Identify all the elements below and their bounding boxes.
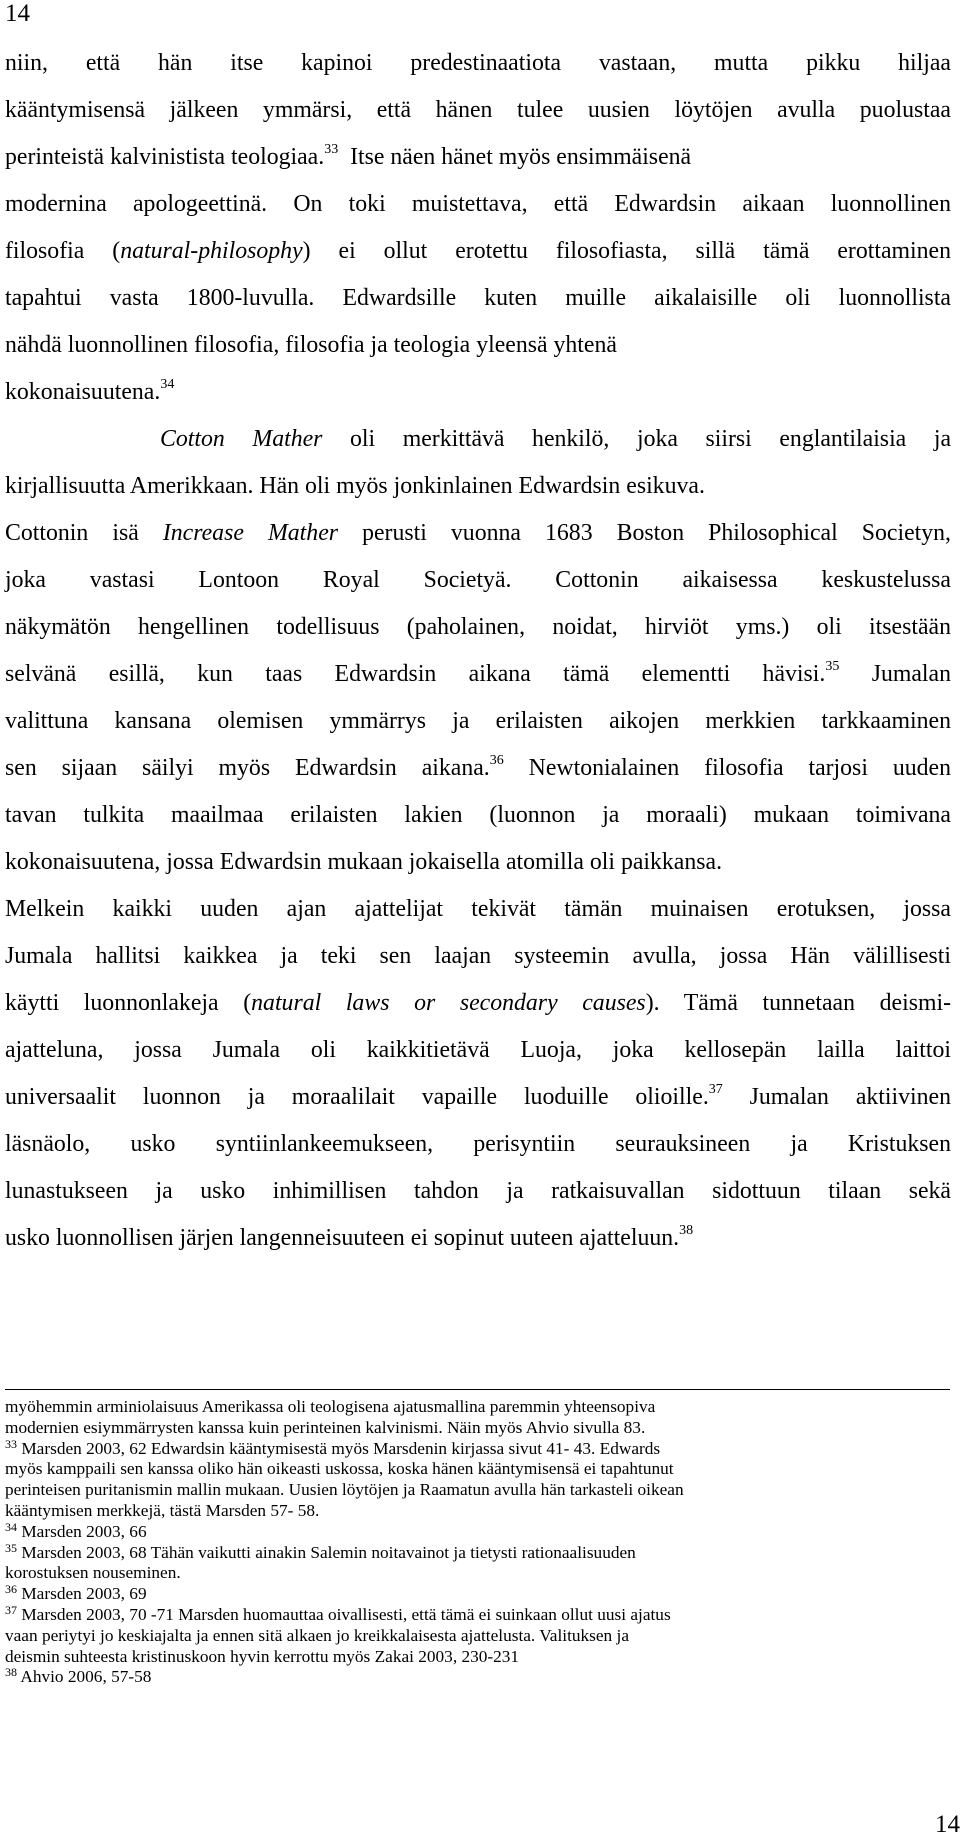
italic-term: natural-philosophy: [120, 238, 303, 264]
italic-term: Cotton Mather: [160, 426, 323, 452]
italic-term: natural laws or secondary causes: [251, 990, 646, 1016]
paragraph-line: kokonaisuutena, jossa Edwardsin mukaan jokaisella atomilla oli paikkansa.: [5, 849, 723, 875]
footnote-ref: 35: [825, 659, 840, 674]
paragraph-line: tavan tulkita maailmaa erilaisten lakien (luonnon ja moraali) mukaan toimivana: [5, 802, 951, 828]
paragraph-line: selvänä esillä, kun taas Edwardsin aikana tämä elementti hävisi.$^{35}$ Jumalan: [5, 659, 951, 687]
paragraph-line: niin, että hän itse kapinoi predestinaatiota vastaan, mutta pikku hiljaa: [5, 50, 951, 76]
paragraph-line: universaalit luonnon ja moraalilait vapaille luoduille olioille.$^{37}$ Jumalan aktiivinen: [5, 1082, 951, 1110]
footnote-number: 36: [5, 1582, 17, 1597]
page-number-bottom: 14: [935, 1811, 960, 1838]
footnote-line: $^{38}$ Ahvio 2006, 57-58: [5, 1665, 152, 1687]
footnote-number: 37: [5, 1602, 17, 1617]
footnote-ref: 37: [708, 1082, 723, 1097]
paragraph-line: joka vastasi Lontoon Royal Societyä. Cottonin aikaisessa keskustelussa: [5, 567, 951, 593]
footnote-line: myöhemmin arminiolaisuus Amerikassa oli teologisena ajatusmallina paremmin yhteensopiva: [5, 1397, 656, 1416]
paragraph-line: nähdä luonnollinen filosofia, filosofia ja teologia yleensä yhtenä: [5, 332, 617, 358]
paragraph-line: sen sijaan säilyi myös Edwardsin aikana.$^{36}$ Newtonialainen filosofia tarjosi uuden: [5, 753, 952, 781]
body-text: [5, 40, 951, 1262]
footnote-line: modernien esiymmärrysten kanssa kuin perinteinen kalvinismi. Näin myös Ahvio sivulla 83.: [5, 1417, 646, 1437]
footnote-line: $^{35}$ Marsden 2003, 68 Tähän vaikutti ainakin Salemin noitavainot ja tietysti rationaalisuuden: [5, 1540, 636, 1562]
paragraph-line: usko luonnollisen järjen langenneisuuteen ei sopinut uuteen ajatteluun.$^{38}$: [5, 1223, 694, 1251]
footnote-line: $^{37}$ Marsden 2003, 70 -71 Marsden huomauttaa oivallisesti, että tämä ei suinkaan ollut uusi ajatus: [5, 1602, 671, 1624]
paragraph-line: kirjallisuutta Amerikkaan. Hän oli myös jonkinlainen Edwardsin esikuva.: [5, 473, 705, 499]
paragraph-line: kokonaisuutena.$^{34}$: [5, 377, 175, 405]
paragraph-line: valittuna kansana olemisen ymmärrys ja erilaisten aikojen merkkien tarkkaaminen: [5, 708, 951, 734]
page-number-top: 14: [5, 0, 30, 27]
footnote-line: $^{36}$ Marsden 2003, 69: [5, 1582, 147, 1604]
paragraph-line: Cotton Mather oli merkittävä henkilö, joka siirsi englantilaisia ja: [160, 426, 951, 452]
italic-term: Increase Mather: [162, 520, 339, 546]
footnote-number: 38: [5, 1665, 17, 1680]
footnote-line: $^{33}$ Marsden 2003, 62 Edwardsin kääntymisestä myös Marsdenin kirjassa sivut 41- 43. Edwards: [5, 1436, 661, 1458]
footnote-line: myös kamppaili sen kanssa oliko hän oikeasti uskossa, koska hänen kääntymisensä ei tapahtunut: [5, 1459, 674, 1479]
footnote-number: 33: [5, 1436, 17, 1451]
footnote-line: korostuksen nouseminen.: [5, 1563, 181, 1583]
paragraph-line: kääntymisensä jälkeen ymmärsi, että hänen tulee uusien löytöjen avulla puolustaa: [5, 97, 951, 123]
paragraph-line: lunastukseen ja usko inhimillisen tahdon ja ratkaisuvallan sidottuun tilaan sekä: [5, 1178, 951, 1204]
footnote-line: $^{34}$ Marsden 2003, 66: [5, 1519, 147, 1541]
footnote-number: 34: [5, 1519, 17, 1534]
paragraph-line: filosofia (natural-philosophy) ei ollut erotettu filosofiasta, sillä tämä erottaminen: [5, 238, 951, 264]
footnote-ref: 33: [324, 142, 339, 157]
paragraph-line: modernina apologeettinä. On toki muistettava, että Edwardsin aikaan luonnollinen: [5, 191, 951, 217]
footnote-line: kääntymisen merkkejä, tästä Marsden 57- 58.: [5, 1500, 320, 1520]
footnotes: [5, 1397, 951, 1688]
paragraph-line: ajatteluna, jossa Jumala oli kaikkitietävä Luoja, joka kellosepän lailla laittoi: [5, 1037, 951, 1063]
paragraph-line: käytti luonnonlakeja (natural laws or secondary causes). Tämä tunnetaan deismi-: [5, 990, 951, 1016]
footnote-line: perinteisen puritanismin mallin mukaan. Uusien löytöjen ja Raamatun avulla hän tarkasteli oikean: [5, 1480, 684, 1500]
paragraph-line: Cottonin isä Increase Mather perusti vuonna 1683 Boston Philosophical Societyn,: [5, 520, 951, 546]
footnote-ref: 36: [489, 753, 504, 768]
paragraph-line: tapahtui vasta 1800-luvulla. Edwardsille kuten muille aikalaisille oli luonnollista: [5, 285, 951, 311]
paragraph-line: perinteistä kalvinistista teologiaa.$^{33}$ Itse näen hänet myös ensimmäisenä: [5, 142, 692, 170]
footnote-ref: 34: [160, 377, 175, 392]
paragraph-line: Melkein kaikki uuden ajan ajattelijat tekivät tämän muinaisen erotuksen, jossa: [5, 896, 951, 922]
footnote-ref: 38: [679, 1223, 694, 1238]
footnote-divider: [5, 1389, 950, 1390]
paragraph-line: näkymätön hengellinen todellisuus (paholainen, noidat, hirviöt yms.) oli itsestään: [5, 614, 951, 640]
footnote-line: vaan periytyi jo keskiajalta ja ennen sitä alkaen jo kreikkalaisesta ajattelusta. Valituksen ja: [5, 1625, 629, 1645]
footnote-number: 35: [5, 1540, 17, 1555]
paragraph-line: Jumala hallitsi kaikkea ja teki sen laajan systeemin avulla, jossa Hän välillisesti: [5, 943, 951, 969]
paragraph-line: läsnäolo, usko syntiinlankeemukseen, perisyntiin seurauksineen ja Kristuksen: [5, 1131, 951, 1157]
footnote-line: deismin suhteesta kristinuskoon hyvin kerrottu myös Zakai 2003, 230-231: [5, 1646, 520, 1666]
